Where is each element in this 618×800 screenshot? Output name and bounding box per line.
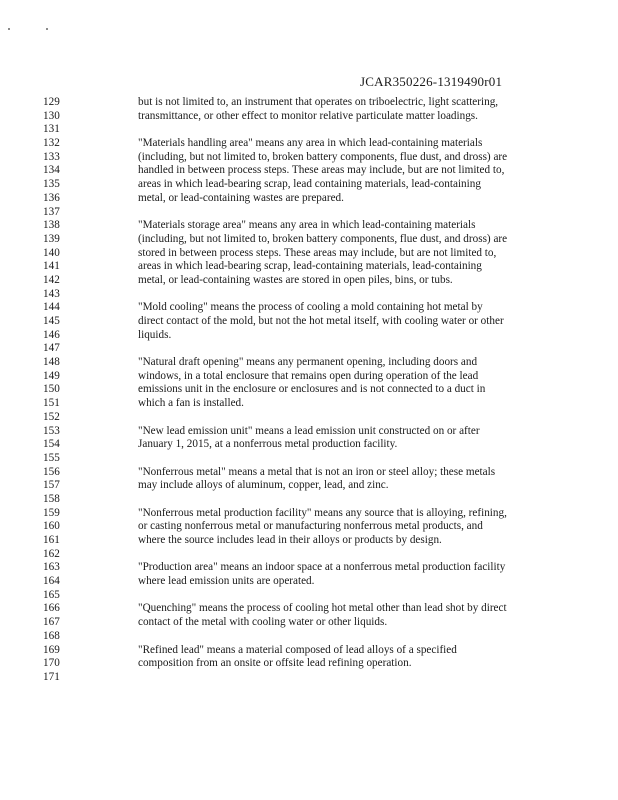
document-line <box>0 438 618 452</box>
scan-speck <box>46 28 48 30</box>
document-line <box>0 602 618 616</box>
line-text: "Production area" means an indoor space at a nonferrous metal production facility <box>138 561 506 574</box>
document-line <box>0 260 618 274</box>
line-text: "Materials handling area" means any area in which lead-containing materials <box>138 137 483 150</box>
line-text: (including, but not limited to, broken battery components, flue dust, and dross) are <box>138 232 508 245</box>
document-line <box>0 657 618 671</box>
line-number: 139 <box>43 232 60 245</box>
line-number: 129 <box>43 96 60 108</box>
document-id-header: JCAR350226-1319490r01 <box>360 74 503 89</box>
line-number: 136 <box>43 191 60 204</box>
document-line <box>0 342 618 356</box>
line-number: 135 <box>43 178 60 191</box>
document-line <box>0 671 618 685</box>
document-line <box>0 589 618 603</box>
line-text: emissions unit in the enclosure or enclosures and is not connected to a duct in <box>138 383 486 396</box>
line-number: 146 <box>43 328 60 341</box>
document-line <box>0 329 618 343</box>
line-text: metal, or lead-containing wastes are stored in open piles, bins, or tubs. <box>138 273 453 286</box>
document-line <box>0 370 618 384</box>
line-text: "Refined lead" means a material composed of lead alloys of a specified <box>138 643 457 656</box>
document-line <box>0 507 618 521</box>
document-line <box>0 548 618 562</box>
document-line <box>0 616 618 630</box>
line-text: composition from an onsite or offsite lead refining operation. <box>138 657 412 670</box>
line-number: 168 <box>43 629 60 642</box>
line-text: stored in between process steps. These areas may include, but are not limited to, <box>138 246 497 259</box>
line-text: where the source includes lead in their alloys or products by design. <box>138 534 442 546</box>
line-number: 134 <box>43 164 60 177</box>
document-line <box>0 466 618 480</box>
document-line <box>0 206 618 220</box>
line-text: contact of the metal with cooling water or other liquids. <box>138 616 388 629</box>
line-number: 145 <box>43 315 60 327</box>
line-number: 132 <box>43 137 60 150</box>
document-line <box>0 219 618 233</box>
line-number: 165 <box>43 588 60 601</box>
line-text: "Nonferrous metal" means a metal that is not an iron or steel alloy; these metals <box>138 465 496 478</box>
document-line <box>0 301 618 315</box>
document-line <box>0 288 618 302</box>
line-number: 149 <box>43 369 60 382</box>
line-text: which a fan is installed. <box>138 397 244 410</box>
document-line <box>0 96 618 110</box>
document-line <box>0 123 618 137</box>
line-number: 144 <box>43 301 60 314</box>
line-text: "Natural draft opening" means any permanent opening, including doors and <box>138 356 478 369</box>
document-line <box>0 110 618 124</box>
line-number: 142 <box>43 273 60 286</box>
line-number: 155 <box>43 451 60 464</box>
line-text: metal, or lead-containing wastes are prepared. <box>138 191 344 204</box>
line-number: 131 <box>43 123 60 136</box>
line-number: 169 <box>43 643 60 656</box>
document-line <box>0 452 618 466</box>
line-text: "New lead emission unit" means a lead emission unit constructed on or after <box>138 424 480 437</box>
numbered-lines <box>0 96 618 685</box>
line-text: "Quenching" means the process of cooling hot metal other than lead shot by direct <box>138 602 507 615</box>
line-number: 140 <box>43 246 60 259</box>
document-line <box>0 479 618 493</box>
document-line <box>0 630 618 644</box>
line-text: "Mold cooling" means the process of cooling a mold containing hot metal by <box>138 301 483 314</box>
line-number: 154 <box>43 438 60 451</box>
line-number: 158 <box>43 492 60 505</box>
line-number: 143 <box>43 287 60 300</box>
document-line <box>0 534 618 548</box>
document-line <box>0 151 618 165</box>
document-line <box>0 164 618 178</box>
line-number: 162 <box>43 547 60 560</box>
line-text: "Materials storage area" means any area in which lead-containing materials <box>138 219 476 232</box>
line-text: direct contact of the mold, but not the hot metal itself, with cooling water or other <box>138 315 504 327</box>
line-text: but is not limited to, an instrument that operates on triboelectric, light scattering, <box>138 96 499 108</box>
line-number: 159 <box>43 506 60 519</box>
line-number: 163 <box>43 561 60 574</box>
scan-speck <box>8 28 10 30</box>
document-line <box>0 411 618 425</box>
document-line <box>0 356 618 370</box>
line-text: may include alloys of aluminum, copper, lead, and zinc. <box>138 479 389 492</box>
document-line <box>0 274 618 288</box>
line-number: 151 <box>43 397 60 410</box>
line-number: 148 <box>43 356 60 369</box>
line-number: 157 <box>43 479 60 492</box>
line-number: 133 <box>43 150 60 163</box>
document-line <box>0 520 618 534</box>
line-number: 147 <box>43 342 60 355</box>
line-number: 170 <box>43 657 60 670</box>
line-number: 141 <box>43 260 60 273</box>
line-number: 161 <box>43 534 60 546</box>
line-number: 130 <box>43 109 60 122</box>
line-text: areas in which lead-bearing scrap, lead containing materials, lead-containing <box>138 178 481 191</box>
line-text: handled in between process steps. These areas may include, but are not limited to, <box>138 164 505 177</box>
document-line <box>0 383 618 397</box>
document-line <box>0 644 618 658</box>
document-line <box>0 178 618 192</box>
line-text: or casting nonferrous metal or manufacturing nonferrous metal products, and <box>138 520 483 533</box>
document-line <box>0 233 618 247</box>
line-number: 156 <box>43 465 60 478</box>
line-number: 167 <box>43 616 60 629</box>
document-line <box>0 137 618 151</box>
line-text: (including, but not limited to, broken battery components, flue dust, and dross) are <box>138 150 508 163</box>
line-number: 152 <box>43 410 60 423</box>
line-number: 166 <box>43 602 60 615</box>
line-number: 160 <box>43 520 60 533</box>
line-number: 153 <box>43 424 60 437</box>
document-line <box>0 397 618 411</box>
line-number: 171 <box>43 670 60 683</box>
document-line <box>0 561 618 575</box>
line-text: transmittance, or other effect to monitor relative particulate matter loadings. <box>138 109 478 122</box>
line-text: liquids. <box>138 328 172 341</box>
line-text: where lead emission units are operated. <box>138 575 315 588</box>
document-line <box>0 247 618 261</box>
line-text: windows, in a total enclosure that remains open during operation of the lead <box>138 369 479 382</box>
line-number: 138 <box>43 219 60 232</box>
line-number: 164 <box>43 575 60 588</box>
document-line <box>0 425 618 439</box>
line-text: January 1, 2015, at a nonferrous metal production facility. <box>138 438 398 451</box>
document-line <box>0 493 618 507</box>
document-line <box>0 575 618 589</box>
document-line <box>0 315 618 329</box>
line-number: 137 <box>43 205 60 218</box>
line-number: 150 <box>43 383 60 396</box>
line-text: areas in which lead-bearing scrap, lead-containing materials, lead-containing <box>138 260 482 273</box>
document-line <box>0 192 618 206</box>
line-text: "Nonferrous metal production facility" means any source that is alloying, refining, <box>138 506 507 519</box>
